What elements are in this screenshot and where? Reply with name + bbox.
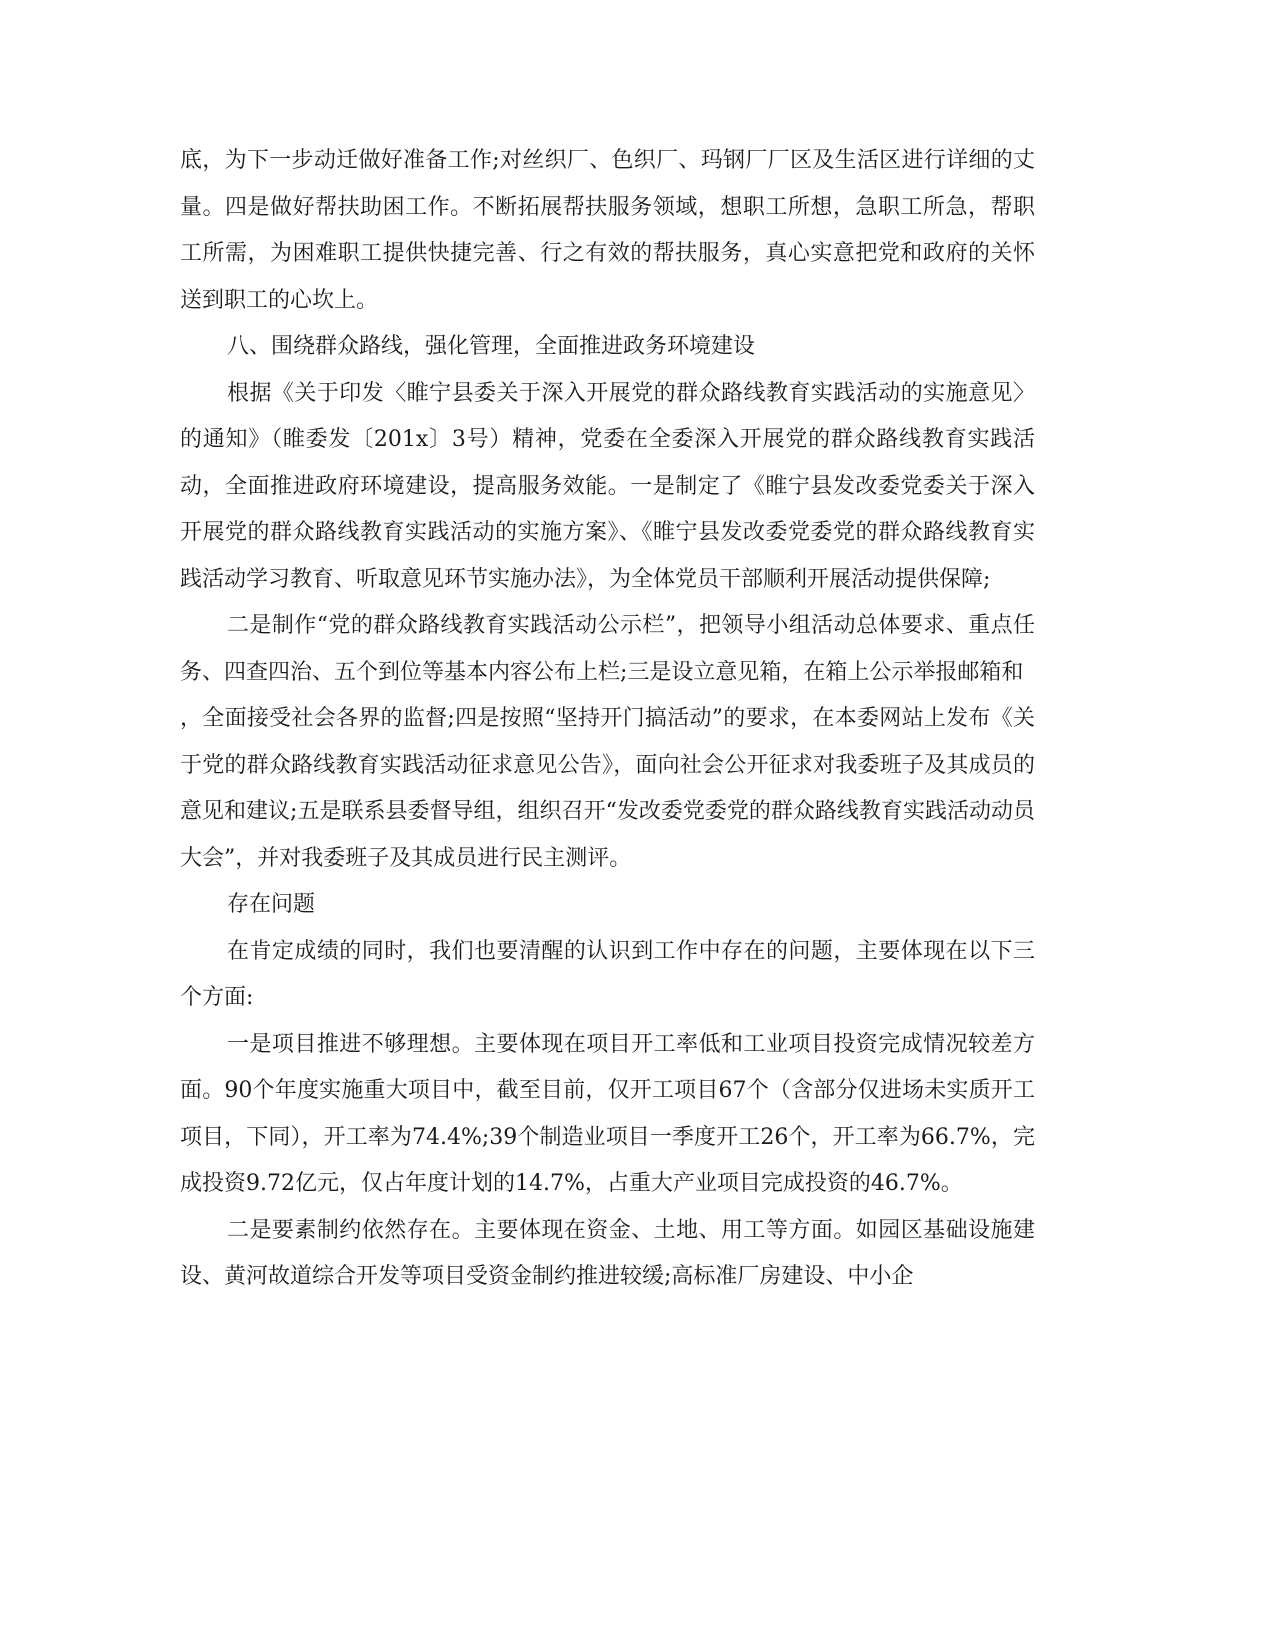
paragraph-basis: 根据《关于印发〈睢宁县委关于深入开展党的群众路线教育实践活动的实施意见〉的通知》（睢委发〔201x〕3号）精神，党委在全委深入开展党的群众路线教育实践活动，全面推进政府环境建设，提高服务效能。一是制定了《睢宁县发改委党委关于深入开展党的群众路线教育实践活动的实施方案》、《睢宁县发改委党委党的群众路线教育实践活动学习教育、听取意见环节实施办法》，为全体党员干部顺利开展活动提供保障; xyxy=(180,380,1035,592)
document-page xyxy=(180,138,1035,1301)
paragraph-second-measure: 二是制作“党的群众路线教育实践活动公示栏”，把领导小组活动总体要求、重点任务、四查四治、五个到位等基本内容公布上栏;三是设立意见箱，在箱上公示举报邮箱和 xyxy=(180,613,1035,685)
section-heading-problems: 存在问题 xyxy=(227,892,316,917)
paragraph-problem-two: 二是要素制约依然存在。主要体现在资金、土地、用工等方面。如园区基础设施建设、黄河故道综合开发等项目受资金制约推进较缓;高标准厂房建设、中小企 xyxy=(180,1217,1035,1289)
paragraph-problems-intro: 在肯定成绩的同时，我们也要清醒的认识到工作中存在的问题，主要体现在以下三个方面: xyxy=(180,938,1035,1010)
paragraph-supervision: ，全面接受社会各界的监督;四是按照“坚持开门搞活动”的要求，在本委网站上发布《关于党的群众路线教育实践活动征求意见公告》，面向社会公开征求对我委班子及其成员的意见和建议;五是联系县委督导组，组织召开“发改委党委党的群众路线教育实践活动动员大会”，并对我委班子及其成员进行民主测评。 xyxy=(180,706,1035,871)
paragraph-continuation: 底，为下一步动迁做好准备工作;对丝织厂、色织厂、玛钢厂厂区及生活区进行详细的丈量。四是做好帮扶助困工作。不断拓展帮扶服务领域，想职工所想，急职工所急，帮职工所需，为困难职工提供快捷完善、行之有效的帮扶服务，真心实意把党和政府的关怀送到职工的心坎上。 xyxy=(180,148,1035,313)
section-heading-eight: 八、围绕群众路线，强化管理，全面推进政务环境建设 xyxy=(227,334,756,359)
paragraph-problem-one: 一是项目推进不够理想。主要体现在项目开工率低和工业项目投资完成情况较差方面。90个年度实施重大项目中，截至目前，仅开工项目67个（含部分仅进场未实质开工项目，下同），开工率为74.4%;39个制造业项目一季度开工26个，开工率为66.7%，完成投资9.72亿元，仅占年度计划的14.7%，占重大产业项目完成投资的46.7%。 xyxy=(180,1031,1035,1196)
